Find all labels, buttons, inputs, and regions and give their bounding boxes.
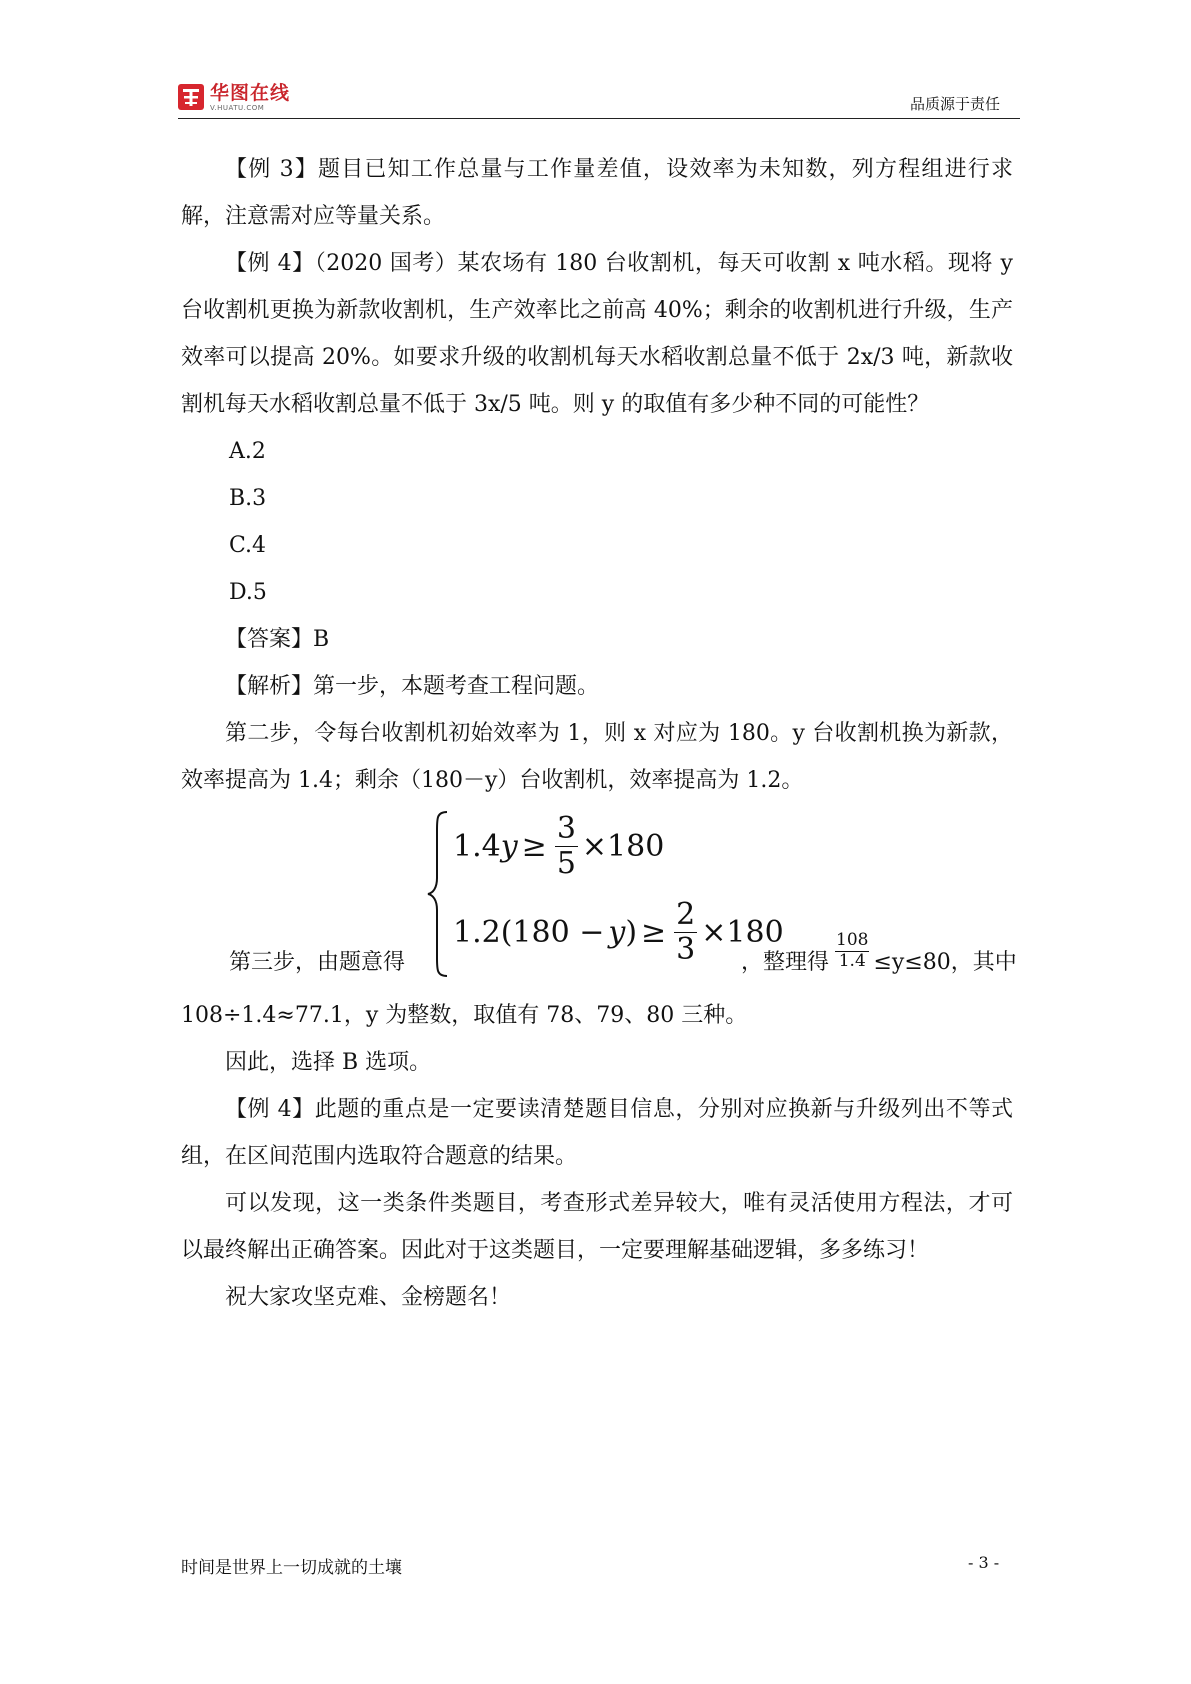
step-two: 第二步，令每台收割机初始效率为 1，则 x 对应为 180。y 台收割机换为新款，效率提高为 1.4；剩余（180－y）台收割机，效率提高为 1.2。 bbox=[181, 721, 1013, 793]
step-three-tail bbox=[741, 931, 1017, 986]
eq2-right: ×180 bbox=[701, 915, 784, 950]
header-slogan: 品质源于责任 bbox=[909, 95, 1000, 113]
option-c: C.4 bbox=[229, 533, 267, 558]
eq2-close: ) bbox=[625, 915, 638, 950]
option-b: B.3 bbox=[229, 486, 267, 511]
logo-name: 华图在线 bbox=[210, 82, 291, 104]
answer-line: 【答案】B bbox=[225, 627, 330, 652]
eq1-coefficient: 1.4 bbox=[453, 829, 501, 864]
footer-motto: 时间是世界上一切成就的土壤 bbox=[181, 1558, 402, 1578]
logo-url: V.HUATU.COM bbox=[210, 104, 265, 112]
eq1-variable: y bbox=[500, 829, 518, 864]
eq1-relation: ≥ bbox=[521, 829, 547, 864]
step-three-continuation: 108÷1.4≈77.1，y 为整数，取值有 78、79、80 三种。 bbox=[181, 1003, 748, 1028]
lower-bound-numerator: 108 bbox=[835, 931, 869, 953]
inequality-system bbox=[425, 808, 784, 978]
eq2-left: 1.2(180 − bbox=[453, 915, 605, 950]
eq2-fraction bbox=[674, 897, 697, 967]
eq2-fraction-denominator: 3 bbox=[676, 932, 696, 967]
eq1-fraction-numerator: 3 bbox=[556, 811, 576, 846]
page-number: - 3 - bbox=[968, 1553, 1000, 1572]
step-three-tail-text: ≤y≤80，其中 bbox=[873, 950, 1017, 975]
closing-wish: 祝大家攻坚克难、金榜题名！ bbox=[225, 1285, 512, 1310]
eq1-right: ×180 bbox=[581, 829, 665, 864]
option-a: A.2 bbox=[229, 439, 266, 464]
eq2-relation: ≥ bbox=[641, 915, 667, 950]
example4-summary: 【例 4】此题的重点是一定要读清楚题目信息，分别对应换新与升级列出不等式组，在区间范围内选取符合题意的结果。 bbox=[181, 1097, 1013, 1169]
eq2-variable: y bbox=[608, 915, 626, 950]
lower-bound-fraction bbox=[835, 931, 869, 972]
eq1-fraction bbox=[555, 811, 578, 881]
inequality-upgraded-machines bbox=[453, 897, 784, 967]
eq1-fraction-denominator: 5 bbox=[556, 846, 576, 881]
example3-summary: 【例 3】题目已知工作总量与工作量差值，设效率为未知数，列方程组进行求解，注意需对应等量关系。 bbox=[181, 157, 1013, 229]
page-header bbox=[178, 82, 1020, 119]
left-brace-icon bbox=[425, 808, 455, 978]
step-three-lead: 第三步，由题意得 bbox=[229, 950, 406, 975]
inequality-new-machines bbox=[453, 811, 665, 881]
example4-question: 【例 4】（2020 国考）某农场有 180 台收割机，每天可收割 x 吨水稻。现将 y 台收割机更换为新款收割机，生产效率比之前高 40%；剩余的收割机进行升级，生产效率可以提高 20%。如要求升级的收割机每天水稻收割总量不低于 2x/3 吨，新款收割机每天水稻收割总量不低于 3x/5 吨。则 y 的取值有多少种不同的可能性？ bbox=[181, 251, 1013, 417]
page-body bbox=[181, 146, 1017, 1321]
conclusion-line: 因此，选择 B 选项。 bbox=[225, 1050, 432, 1075]
eq2-fraction-numerator: 2 bbox=[676, 897, 696, 932]
analysis-line: 【解析】第一步，本题考查工程问题。 bbox=[225, 674, 600, 699]
step-three-mid: ，整理得 bbox=[741, 950, 830, 975]
step-three-equation-line bbox=[181, 804, 1017, 992]
option-d: D.5 bbox=[229, 580, 267, 605]
huatu-logo bbox=[178, 84, 290, 112]
general-advice: 可以发现，这一类条件类题目，考查形式差异较大，唯有灵活使用方程法，才可以最终解出正确答案。因此对于这类题目，一定要理解基础逻辑，多多练习！ bbox=[181, 1191, 1013, 1263]
lower-bound-denominator: 1.4 bbox=[838, 951, 866, 972]
huatu-logo-icon bbox=[178, 84, 204, 110]
